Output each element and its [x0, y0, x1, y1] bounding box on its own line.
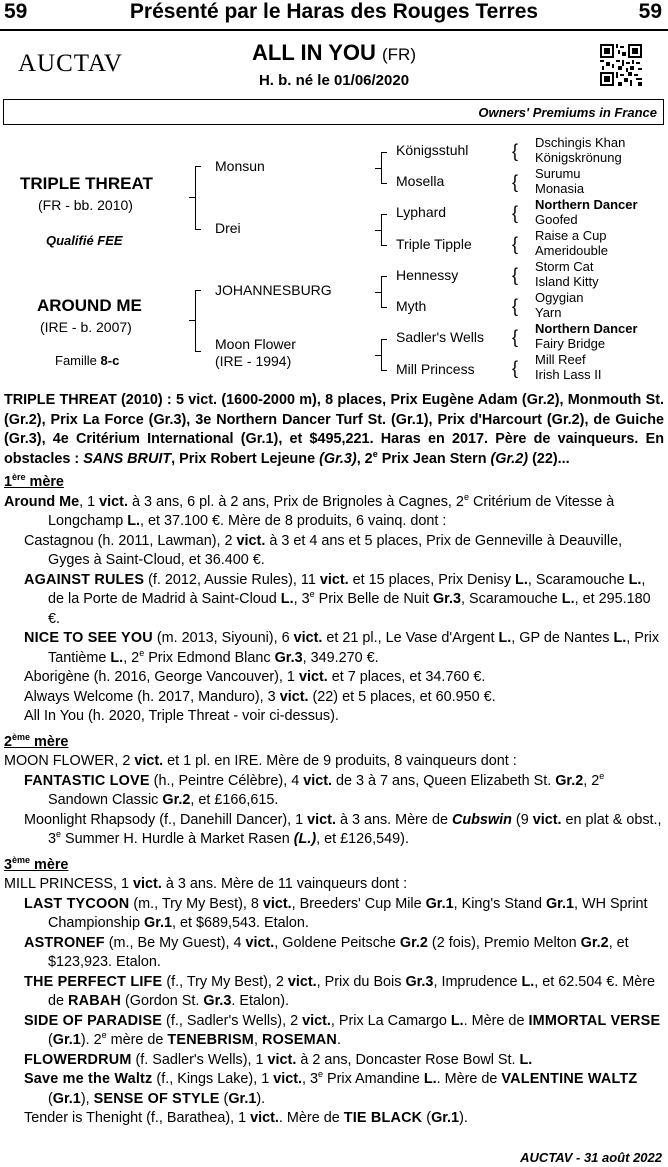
grade: Gr.2 — [555, 772, 584, 789]
listed: L. — [110, 649, 124, 666]
gen4-raise-a-cup: Raise a Cup — [535, 228, 607, 243]
second-dam-record — [4, 752, 664, 772]
produce-tender-is-thenight: Tender is Thenight (f., Barathea), 1 vict.. Mère de TIE BLACK (Gr.1). — [24, 1110, 468, 1126]
text: ). 2 — [80, 1032, 102, 1048]
horse-name: ASTRONEF — [24, 934, 105, 951]
text: , et $123,923. Etalon. — [48, 934, 629, 970]
text: . Mère de — [278, 1110, 344, 1126]
vict: vict. — [133, 876, 162, 892]
brace-tick — [381, 183, 387, 184]
brace-dam — [195, 290, 196, 352]
brace-tick — [195, 290, 201, 291]
brace-tick — [381, 307, 387, 308]
text: . Etalon). — [231, 993, 289, 1009]
text: , Imprudence — [433, 973, 522, 990]
text: , Prix La Camargo — [330, 1012, 451, 1029]
text: , et 62.504 €. Mère de — [48, 973, 656, 1009]
horse-name: VALENTINE WALTZ — [501, 1071, 638, 1087]
text: (h., Peintre Célèbre), 4 — [149, 772, 304, 789]
gen4-fairy-bridge: Fairy Bridge — [535, 336, 606, 351]
grade: Gr.1 — [545, 895, 574, 912]
horse-origin: (FR) — [382, 45, 416, 64]
family-label: Famille — [55, 353, 97, 368]
text: , GP de Nantes — [511, 630, 614, 646]
text: , Scaramouche — [527, 571, 629, 588]
brace-tick — [195, 351, 201, 352]
text: , Scaramouche — [460, 591, 562, 607]
text: de 3 à 7 ans, Queen Elizabeth St. — [332, 772, 556, 789]
brace-tick — [189, 320, 195, 321]
text: , et $689,543. Etalon. — [172, 915, 309, 931]
sire-record-text: Prix Jean Stern — [377, 450, 491, 467]
gen4-northern-dancer-2: Northern Dancer — [535, 321, 638, 336]
text: Tender is Thenight (f., Barathea), 1 — [24, 1110, 251, 1126]
produce-flowerdrum — [4, 1051, 664, 1071]
text: . Mère de — [463, 1012, 525, 1029]
brace-tick — [195, 229, 201, 230]
sire-record-text: (22)... — [528, 450, 570, 467]
text: en plat & obst., 3 — [48, 811, 662, 847]
title-sup: ème — [12, 731, 31, 742]
title-word: mère — [30, 856, 69, 873]
horse-name: LAST TYCOON — [24, 895, 130, 912]
horse-name: Cubswin — [451, 811, 512, 828]
gen2-drei: Drei — [215, 220, 241, 236]
text: à 2 ans, Doncaster Rose Bowl St. — [296, 1051, 520, 1068]
produce-the-perfect-life — [4, 973, 664, 1012]
text: , 3 — [302, 1071, 319, 1087]
header-rule — [0, 29, 668, 31]
horse-name: FLOWERDRUM — [24, 1051, 132, 1068]
produce-fantastic-love — [4, 772, 664, 811]
grade: Gr.3 — [203, 993, 232, 1009]
produce-astronef — [4, 934, 664, 973]
ordinal: e — [372, 448, 378, 459]
horse-name: TENEBRISM — [167, 1032, 254, 1048]
title-num: 3 — [4, 856, 13, 873]
text: MOON FLOWER, 2 — [4, 753, 135, 769]
listed: L. — [127, 513, 141, 529]
grade: Gr.1 — [228, 1090, 257, 1107]
horse-name: AGAINST RULES — [24, 571, 145, 588]
lot-number-right: 59 — [638, 0, 662, 23]
title-word: mère — [30, 733, 69, 750]
brace-g4-4: { — [512, 234, 519, 254]
text: (22) et 5 places, et 60.950 €. — [308, 688, 496, 705]
text: à 3 ans, 6 pl. à 2 ans, Prix de Brignoles à Cagnes, 2 — [127, 493, 464, 510]
gen3-mosella: Mosella — [396, 173, 445, 189]
produce-all-in-you: All In You (h. 2020, Triple Threat - voir ci-dessus). — [24, 708, 339, 724]
text: (f., Sadler's Wells), 2 — [162, 1012, 303, 1029]
vict: vict. — [532, 811, 562, 828]
text: , et £166,615. — [190, 792, 279, 808]
ordinal: e — [463, 491, 469, 502]
premiums-box — [3, 99, 664, 125]
grade: Gr.2 — [162, 792, 191, 808]
qr-code-icon[interactable] — [600, 44, 642, 86]
ordinal: e — [309, 589, 315, 600]
gen3-lyphard: Lyphard — [396, 204, 447, 220]
first-dam-record — [4, 493, 664, 532]
brace-g4-5: { — [512, 265, 519, 285]
brace-g4-7: { — [512, 327, 519, 347]
brace-g3-2 — [381, 214, 382, 246]
text: Sandown Classic — [48, 792, 163, 808]
vict: vict. — [236, 532, 266, 549]
ordinal: e — [56, 829, 62, 840]
text: (2 fois), Premio Melton — [427, 934, 581, 951]
gen4-storm-cat: Storm Cat — [535, 259, 594, 274]
text: , Prix du Bois — [316, 973, 406, 990]
title-word: mère — [25, 474, 64, 490]
gen3-mill-princess: Mill Princess — [396, 361, 475, 377]
brace-tick — [381, 214, 387, 215]
second-dam-title — [4, 733, 664, 753]
text: , et 295.180 €. — [48, 591, 651, 627]
vict: vict. — [303, 772, 333, 789]
text: , King's Stand — [453, 895, 546, 912]
text: (f. Sadler's Wells), 1 — [131, 1051, 268, 1068]
title-num: 2 — [4, 733, 13, 750]
brace-tick — [381, 152, 387, 153]
brace-g4-6: { — [512, 296, 519, 316]
text: Prix Amandine — [323, 1071, 424, 1087]
text: Summer H. Hurdle à Market Rasen — [61, 831, 294, 847]
horse-name: TIE BLACK — [343, 1110, 423, 1126]
text: Always Welcome (h. 2017, Manduro), 3 — [24, 688, 280, 705]
text: à 3 ans. Mère de 11 vainqueurs dont : — [161, 876, 408, 892]
gen4-ogygian: Ogygian — [535, 290, 584, 305]
horse-name: Save me the Waltz — [24, 1071, 153, 1087]
brace-g3-3 — [381, 276, 382, 308]
vict: vict. — [293, 630, 323, 646]
horse-name: SIDE OF PARADISE — [24, 1012, 163, 1029]
horse-name: NICE TO SEE YOU — [24, 630, 153, 646]
listed: L. — [628, 571, 642, 588]
text: mère de — [106, 1032, 168, 1048]
produce-last-tycoon — [4, 895, 664, 934]
sire-record-text: , Prix Robert Lejeune — [171, 450, 320, 467]
gen4-ameridouble: Ameridouble — [535, 243, 608, 258]
text: et 1 pl. en IRE. Mère de 9 produits, 8 vainqueurs dont : — [163, 753, 517, 769]
gen4-island-kitty: Island Kitty — [535, 274, 599, 289]
gen4-irish-lass: Irish Lass II — [535, 367, 602, 382]
listed: L. — [515, 571, 528, 588]
dam-name: Around Me — [4, 493, 80, 510]
gen4-yarn: Yarn — [535, 305, 562, 320]
gen4-goofed: Goofed — [535, 212, 578, 227]
produce-castagnou — [4, 532, 664, 571]
brace-tick — [381, 276, 387, 277]
ordinal: e — [599, 770, 605, 781]
third-dam-title — [4, 856, 664, 876]
text: Critérium de Vitesse à Longchamp — [48, 493, 615, 529]
dam-name: AROUND ME — [37, 296, 142, 315]
brace-sire — [195, 166, 196, 230]
gen4-dschingis-khan: Dschingis Khan — [535, 135, 626, 150]
vict: vict. — [298, 669, 328, 685]
gen4-surumu: Surumu — [535, 166, 581, 181]
text: Prix Edmond Blanc — [144, 649, 275, 666]
brace-g4-1: { — [512, 141, 519, 161]
text: et 15 places, Prix Denisy — [348, 571, 516, 588]
sire-record-text: , 2 — [356, 450, 373, 467]
grade: Gr.1 — [144, 915, 173, 931]
horse-name: RABAH — [68, 993, 121, 1009]
vict: vict. — [250, 1110, 279, 1126]
grade: (Gr.2) — [490, 450, 529, 467]
lot-number-left: 59 — [4, 0, 28, 23]
grade: (Gr.3) — [319, 450, 357, 467]
brace-tick — [375, 355, 381, 356]
text: (f. 2012, Aussie Rules), 11 — [144, 571, 320, 588]
text: Moonlight Rhapsody (f., Danehill Dancer), 1 — [24, 811, 308, 828]
vict: vict. — [307, 811, 336, 828]
vict: vict. — [245, 934, 275, 951]
text: . Mère de — [436, 1071, 498, 1087]
text: , de la Porte de Madrid à Saint-Cloud — [48, 571, 646, 607]
text: , et £126,549). — [316, 831, 409, 847]
text: , 349.270 €. — [302, 649, 379, 666]
gen3-triple-tipple: Triple Tipple — [396, 236, 472, 252]
produce-side-of-paradise: SIDE OF PARADISE (f., Sadler's Wells), 2 vict., Prix La Camargo L.. Mère de IMMORTAL VERSE (Gr.1). 2e mère de TENEBRISM, ROSEMAN. — [24, 1012, 661, 1048]
listed: L. — [423, 1071, 437, 1087]
text: (Gordon St. — [120, 993, 204, 1009]
produce-aborigene — [4, 668, 664, 688]
gen4-mill-reef: Mill Reef — [535, 352, 586, 367]
text: (f., Try My Best), 2 — [162, 973, 288, 990]
brace-tick — [195, 166, 201, 167]
brace-tick — [381, 245, 387, 246]
text: , Goldene Peitsche — [274, 934, 400, 951]
ordinal: e — [318, 1069, 324, 1080]
sans-bruit: SANS BRUIT — [83, 450, 172, 467]
gen2-moon-flower-details: (IRE - 1994) — [215, 353, 292, 369]
brace-g4-8: { — [512, 358, 519, 378]
listed: (L.) — [293, 831, 317, 847]
listed: L. — [613, 630, 627, 646]
text: (m. 2013, Siyouni), 6 — [152, 630, 294, 646]
brace-tick — [381, 370, 387, 371]
owners-premiums: Owners' Premiums in France — [478, 105, 657, 120]
text: (m., Try My Best), 8 — [129, 895, 263, 912]
text: , WH Sprint Championship — [48, 895, 648, 931]
horse-details: H. b. né le 01/06/2020 — [258, 72, 410, 89]
gen4-monasia: Monasia — [535, 181, 585, 196]
produce-against-rules — [4, 571, 664, 630]
grade: Gr.3 — [432, 591, 461, 607]
brace-tick — [375, 230, 381, 231]
vict: vict. — [134, 753, 164, 769]
grade: Gr.2 — [580, 934, 609, 951]
brace-g3-4 — [381, 339, 382, 371]
grade: Gr.3 — [274, 649, 303, 666]
grade: Gr.1 — [52, 1090, 81, 1107]
text: Castagnou (h. 2011, Lawman), 2 — [24, 532, 237, 549]
text: MILL PRINCESS, 1 — [4, 876, 134, 892]
footer-date: AUCTAV - 31 août 2022 — [520, 1150, 662, 1165]
horse-name: ROSEMAN — [261, 1032, 337, 1048]
auctav-logo: AUCTAV — [18, 50, 123, 77]
header-bar — [0, 0, 668, 26]
text: Aborigène (h. 2016, George Vancouver), 1 — [24, 669, 299, 685]
produce-save-me-the-waltz: Save me the Waltz (f., Kings Lake), 1 vict., 3e Prix Amandine L.. Mère de VALENTINE WALTZ (Gr.1), SENSE OF STYLE (Gr.1). — [24, 1069, 638, 1107]
text: , Breeders' Cup Mile — [291, 895, 426, 912]
vict: vict. — [302, 1012, 331, 1029]
first-dam-title — [4, 473, 664, 493]
produce-nice-to-see-you — [4, 629, 664, 668]
brace-tick — [375, 168, 381, 169]
sire-name: TRIPLE THREAT — [20, 174, 153, 193]
text: à 3 ans. Mère de — [335, 811, 452, 828]
produce-always-welcome — [4, 688, 664, 708]
text: , Prix Tantième — [48, 630, 660, 666]
vict: vict. — [99, 493, 128, 510]
vict: vict. — [287, 973, 317, 990]
gen3-konigsstuhl: Königsstuhl — [396, 142, 469, 158]
text: et 7 places, et 34.760 €. — [327, 669, 486, 685]
text: , et 37.100 €. Mère de 8 produits, 6 vainq. dont : — [140, 513, 447, 529]
text: (f., Kings Lake), 1 — [152, 1071, 274, 1087]
horse-name: SENSE OF STYLE — [93, 1090, 220, 1107]
family-value: 8-c — [100, 353, 120, 368]
horse-name: IMMORTAL VERSE — [528, 1012, 661, 1029]
gen3-myth: Myth — [396, 298, 427, 314]
horse-name — [0, 40, 668, 66]
title-sup: ère — [12, 472, 26, 483]
title-num: 1 — [4, 474, 13, 490]
text: , 2 — [583, 772, 600, 789]
third-dam-record — [4, 875, 664, 895]
sire-note: Qualifié FEE — [46, 233, 123, 248]
listed: L. — [450, 1012, 464, 1029]
text: (9 — [511, 811, 533, 828]
dam-details: (IRE - b. 2007) — [40, 319, 132, 335]
listed: L. — [498, 630, 512, 646]
grade: Gr.3 — [405, 973, 434, 990]
horse-name-text: ALL IN YOU — [252, 40, 376, 65]
grade: Gr.1 — [431, 1110, 460, 1126]
grade: Gr.1 — [425, 895, 454, 912]
vict: vict. — [319, 571, 349, 588]
gen2-monsun: Monsun — [215, 158, 265, 174]
horse-name: FANTASTIC LOVE — [24, 772, 150, 789]
gen4-konigskronung: Königskrönung — [535, 150, 622, 165]
vict: vict. — [262, 895, 292, 912]
text: , 1 — [79, 493, 100, 510]
gen3-hennessy: Hennessy — [396, 267, 459, 283]
brace-tick — [381, 339, 387, 340]
grade: Gr.2 — [399, 934, 428, 951]
grade: Gr.1 — [52, 1032, 81, 1048]
text: (m., Be My Guest), 4 — [104, 934, 246, 951]
listed: L. — [561, 591, 575, 607]
horse-name: THE PERFECT LIFE — [24, 973, 163, 990]
ordinal: e — [101, 1030, 107, 1041]
family — [55, 353, 119, 368]
presented-by: Présenté par le Haras des Rouges Terres — [129, 0, 539, 23]
vict: vict. — [279, 688, 309, 705]
text: Prix Belle de Nuit — [314, 591, 433, 607]
text: , 3 — [293, 591, 310, 607]
gen4-northern-dancer-1: Northern Dancer — [535, 197, 638, 212]
sire-record — [4, 391, 664, 469]
listed: L. — [519, 1051, 533, 1068]
vict: vict. — [267, 1051, 297, 1068]
brace-g4-2: { — [512, 172, 519, 192]
brace-g3-1 — [381, 152, 382, 184]
gen2-moon-flower: Moon Flower — [215, 336, 296, 352]
ordinal: e — [139, 647, 145, 658]
brace-tick — [189, 197, 195, 198]
catalogue-body — [4, 391, 664, 1129]
listed: L. — [521, 973, 535, 990]
text: à 3 et 4 ans et 5 places, Prix de Genneville à Deauville, Gyges à Saint-Cloud, et 36.400 €. — [48, 532, 623, 568]
produce-moonlight-rhapsody — [4, 811, 664, 850]
vict: vict. — [273, 1071, 303, 1087]
text: , 2 — [123, 649, 140, 666]
title-sup: ème — [12, 854, 31, 865]
sire-details: (FR - bb. 2010) — [38, 197, 133, 213]
sire-record-text: TRIPLE THREAT (2010) : 5 vict. (1600-2000 m), 8 places, Prix Eugène Adam (Gr.2), Monmouth St. (Gr.2), Prix La Force (Gr.3), 3e Northern Dancer Turf St. (Gr.1), Prix d'Harcourt (Gr.2), de Guiche (Gr.3), 4e Critérium International (Gr.1), et $495,221. Haras en 2017. Père de vainqueurs. En obstacles : — [4, 392, 664, 467]
gen2-johannesburg: JOHANNESBURG — [215, 282, 332, 298]
brace-tick — [375, 292, 381, 293]
text: ( — [48, 1032, 53, 1048]
listed: L. — [280, 591, 294, 607]
brace-g4-3: { — [512, 203, 519, 223]
gen3-sadlers-wells: Sadler's Wells — [396, 329, 484, 345]
text: et 21 pl., Le Vase d'Argent — [322, 630, 499, 646]
